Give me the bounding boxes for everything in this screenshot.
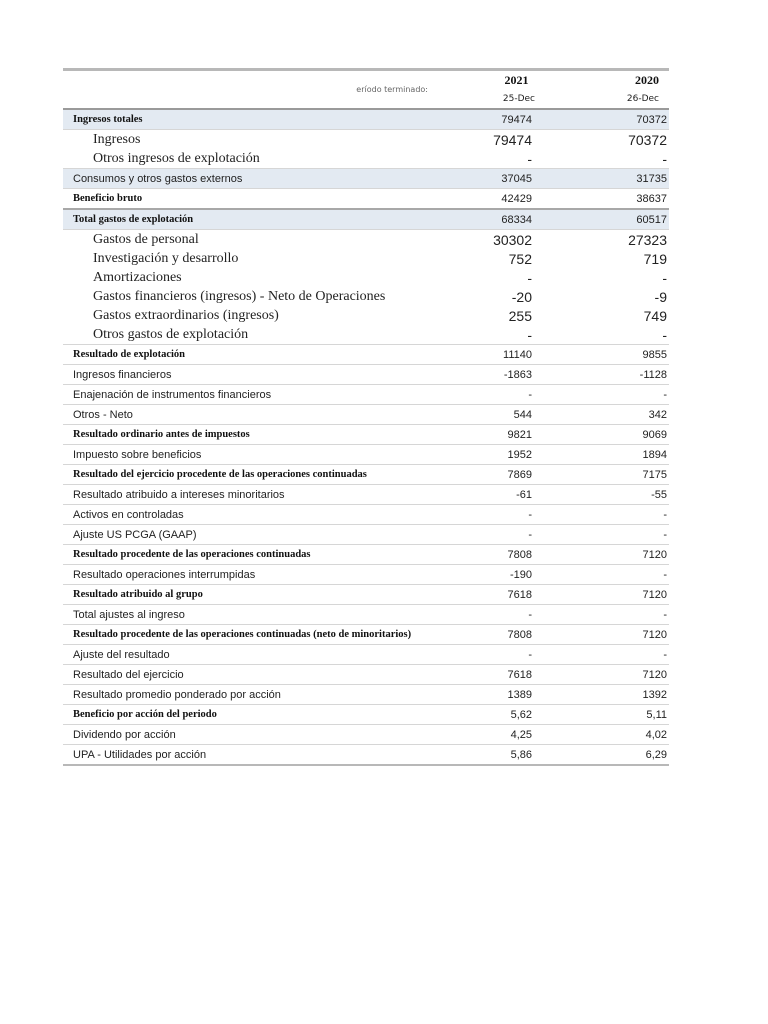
value-2021: 1952 <box>466 445 555 465</box>
value-2020: 70372 <box>555 109 669 130</box>
row-beneficio-por-accion <box>63 705 669 725</box>
value-2020: 60517 <box>555 209 669 230</box>
value-2021: - <box>466 505 555 525</box>
value-2021: - <box>527 269 532 286</box>
value-2020: - <box>555 645 669 665</box>
row-investigacion <box>63 249 669 268</box>
value-2020: 31735 <box>555 169 669 189</box>
value-2020: 7175 <box>555 465 669 485</box>
row-resultado-explotacion <box>63 345 669 365</box>
row-intereses-minoritarios <box>63 485 669 505</box>
income-statement-table <box>63 68 669 766</box>
value-2020: 342 <box>555 405 669 425</box>
value-2020: 70372 <box>628 131 667 148</box>
value-2021: 1389 <box>466 685 555 705</box>
value-2021: 79474 <box>493 131 532 148</box>
value-2021: 11140 <box>466 345 555 365</box>
value-2020: 7120 <box>555 545 669 565</box>
row-label: UPA - Utilidades por acción <box>63 745 466 766</box>
value-2021: - <box>466 605 555 625</box>
value-2021: 7869 <box>466 465 555 485</box>
year-2020-header: 2020 <box>555 70 669 91</box>
value-2021: 544 <box>466 405 555 425</box>
row-label: Consumos y otros gastos externos <box>63 169 466 189</box>
value-2021: 9821 <box>466 425 555 445</box>
row-label: Resultado operaciones interrumpidas <box>63 565 466 585</box>
value-2020: 749 <box>643 307 667 324</box>
row-label: Resultado procedente de las operaciones continuadas (neto de minoritarios) <box>63 625 466 645</box>
value-2020: - <box>555 605 669 625</box>
value-2021: 7618 <box>466 665 555 685</box>
row-label: Ajuste US PCGA (GAAP) <box>63 525 466 545</box>
row-otros-ingresos <box>63 149 669 169</box>
value-2020: 5,11 <box>555 705 669 725</box>
value-2021: 30302 <box>493 231 532 248</box>
row-label: Ajuste del resultado <box>63 645 466 665</box>
value-2020: 6,29 <box>555 745 669 766</box>
row-label: Resultado atribuido a intereses minoritarios <box>63 485 466 505</box>
value-2020: -55 <box>555 485 669 505</box>
row-otros-gastos <box>63 325 669 345</box>
row-label: Gastos extraordinarios (ingresos) <box>93 307 279 323</box>
row-ajuste-gaap <box>63 525 669 545</box>
value-2021: -20 <box>511 288 532 305</box>
period-label: eríodo terminado: <box>63 70 466 110</box>
value-2021: -61 <box>466 485 555 505</box>
value-2021: 42429 <box>466 189 555 210</box>
date-2021-header: 25-Dec <box>466 90 555 109</box>
value-2021: - <box>466 149 555 169</box>
row-total-ajustes <box>63 605 669 625</box>
row-label: Ingresos financieros <box>63 365 466 385</box>
value-2021: -190 <box>466 565 555 585</box>
income-statement <box>63 68 669 766</box>
value-2020: -1128 <box>555 365 669 385</box>
row-label: Resultado atribuido al grupo <box>63 585 466 605</box>
value-2020: -9 <box>654 288 667 305</box>
value-2021: 7618 <box>466 585 555 605</box>
value-2020: - <box>555 525 669 545</box>
row-label: Resultado procedente de las operaciones continuadas <box>63 545 466 565</box>
row-total-gastos <box>63 209 669 230</box>
row-resultado-continuadas <box>63 545 669 565</box>
value-2021: 7808 <box>466 545 555 565</box>
row-label: Beneficio por acción del periodo <box>63 705 466 725</box>
row-label: Enajenación de instrumentos financieros <box>63 385 466 405</box>
value-2020: 719 <box>643 250 667 267</box>
value-2020: 27323 <box>628 231 667 248</box>
row-upa <box>63 745 669 766</box>
row-dividendo-por-accion <box>63 725 669 745</box>
row-gastos-personal <box>63 230 669 250</box>
row-promedio-ponderado <box>63 685 669 705</box>
row-resultado-ejercicio <box>63 665 669 685</box>
row-label: Resultado del ejercicio <box>63 665 466 685</box>
row-operaciones-interrumpidas <box>63 565 669 585</box>
row-activos-controladas <box>63 505 669 525</box>
value-2021: 4,25 <box>466 725 555 745</box>
value-2021: - <box>466 525 555 545</box>
value-2021: - <box>466 325 555 345</box>
row-label: Dividendo por acción <box>63 725 466 745</box>
row-label: Gastos financieros (ingresos) - Neto de Operaciones <box>93 288 386 304</box>
value-2021: 5,62 <box>466 705 555 725</box>
row-resultado-grupo <box>63 585 669 605</box>
row-ingresos <box>63 130 669 150</box>
date-2020-header: 26-Dec <box>555 90 669 109</box>
value-2020: - <box>662 269 667 286</box>
row-label: Otros ingresos de explotación <box>63 149 466 169</box>
row-label: Otros gastos de explotación <box>63 325 466 345</box>
row-label: Impuesto sobre beneficios <box>63 445 466 465</box>
row-label: Ingresos <box>93 131 141 147</box>
row-label: Investigación y desarrollo <box>93 250 239 266</box>
value-2020: 38637 <box>555 189 669 210</box>
value-2021: - <box>466 385 555 405</box>
row-consumos <box>63 169 669 189</box>
value-2020: - <box>555 565 669 585</box>
header-years-row <box>63 70 669 91</box>
value-2020: 7120 <box>555 625 669 645</box>
value-2020: 4,02 <box>555 725 669 745</box>
value-2021: 37045 <box>466 169 555 189</box>
value-2020: - <box>555 505 669 525</box>
row-resultado-ordinario <box>63 425 669 445</box>
row-label: Beneficio bruto <box>63 189 466 210</box>
value-2021: -1863 <box>466 365 555 385</box>
row-label: Total ajustes al ingreso <box>63 605 466 625</box>
row-resultado-neto-minoritarios <box>63 625 669 645</box>
row-label: Resultado ordinario antes de impuestos <box>63 425 466 445</box>
row-resultado-ejercicio-continuadas <box>63 465 669 485</box>
value-2020: 1894 <box>555 445 669 465</box>
value-2021: 5,86 <box>466 745 555 766</box>
row-beneficio-bruto <box>63 189 669 210</box>
value-2020: - <box>555 325 669 345</box>
value-2021: - <box>466 645 555 665</box>
row-label: Activos en controladas <box>63 505 466 525</box>
value-2020: 7120 <box>555 585 669 605</box>
row-label: Resultado de explotación <box>63 345 466 365</box>
row-impuesto <box>63 445 669 465</box>
value-2020: - <box>555 149 669 169</box>
value-2021: 68334 <box>466 209 555 230</box>
value-2021: 752 <box>508 250 532 267</box>
row-label: Resultado promedio ponderado por acción <box>63 685 466 705</box>
row-otros-neto <box>63 405 669 425</box>
value-2021: 255 <box>508 307 532 324</box>
value-2020: - <box>555 385 669 405</box>
row-amortizaciones <box>63 268 669 287</box>
row-enajenacion <box>63 385 669 405</box>
row-label: Gastos de personal <box>93 231 199 247</box>
value-2020: 1392 <box>555 685 669 705</box>
row-label: Resultado del ejercicio procedente de las operaciones continuadas <box>63 465 466 485</box>
value-2021: 7808 <box>466 625 555 645</box>
row-label: Total gastos de explotación <box>63 209 466 230</box>
row-label: Ingresos totales <box>63 109 466 130</box>
row-ingresos-totales <box>63 109 669 130</box>
row-gastos-extraordinarios <box>63 306 669 325</box>
row-label: Amortizaciones <box>93 269 182 285</box>
row-ajuste-resultado <box>63 645 669 665</box>
row-gastos-financieros <box>63 287 669 306</box>
year-2021-header: 2021 <box>466 70 555 91</box>
value-2021: 79474 <box>466 109 555 130</box>
row-ingresos-financieros <box>63 365 669 385</box>
row-label: Otros - Neto <box>63 405 466 425</box>
value-2020: 9069 <box>555 425 669 445</box>
value-2020: 7120 <box>555 665 669 685</box>
value-2020: 9855 <box>555 345 669 365</box>
